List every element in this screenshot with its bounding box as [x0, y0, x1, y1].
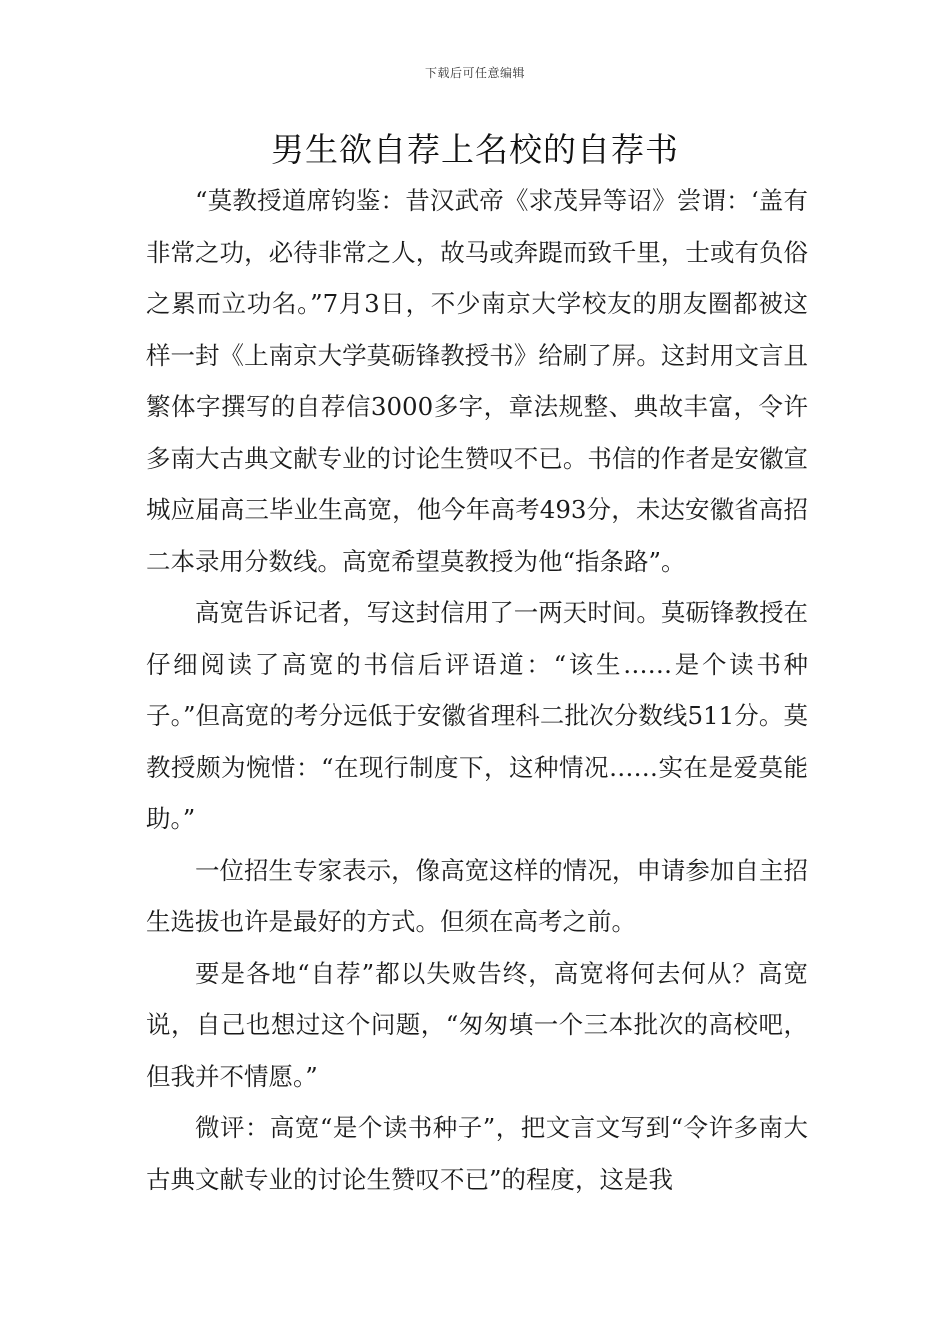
header-note: 下载后可任意编辑: [424, 66, 525, 80]
paragraph: 要是各地“自荐”都以失败告终，高宽将何去何从？高宽说，自己也想过这个问题，“匆匆填一个三本批次的高校吧，但我并不情愿。”: [146, 958, 808, 1091]
paragraph: “莫教授道席钧鉴：昔汉武帝《求茂异等诏》尝谓：‘盖有非常之功，必待非常之人，故马或奔踶而致千里，士或有负俗之累而立功名。”7月3日，不少南京大学校友的朋友圈都被这样一封《上南京大学莫砺锋教授书》给刷了屏。这封用文言且繁体字撰写的自荐信3000多字，章法规整、典故丰富，令许多南大古典文献专业的讨论生赞叹不已。书信的作者是安徽宣城应届高三毕业生高宽，他今年高考493分，未达安徽省高招二本录用分数线。高宽希望莫教授为他“指条路”。: [146, 186, 808, 576]
paragraph: 高宽告诉记者，写这封信用了一两天时间。莫砺锋教授在仔细阅读了高宽的书信后评语道：“该生……是个读书种子。”但高宽的考分远低于安徽省理科二批次分数线511分。莫教授颇为惋惜：“在现行制度下，这种情况……实在是爱莫能助。”: [146, 598, 808, 833]
paragraph: 一位招生专家表示，像高宽这样的情况，申请参加自主招生选拔也许是最好的方式。但须在高考之前。: [146, 855, 808, 936]
document-title: 男生欲自荐上名校的自荐书: [271, 130, 679, 169]
paragraph: 微评：高宽“是个读书种子”，把文言文写到“令许多南大古典文献专业的讨论生赞叹不已”的程度，这是我: [146, 1113, 808, 1194]
document-body: [146, 175, 808, 1205]
